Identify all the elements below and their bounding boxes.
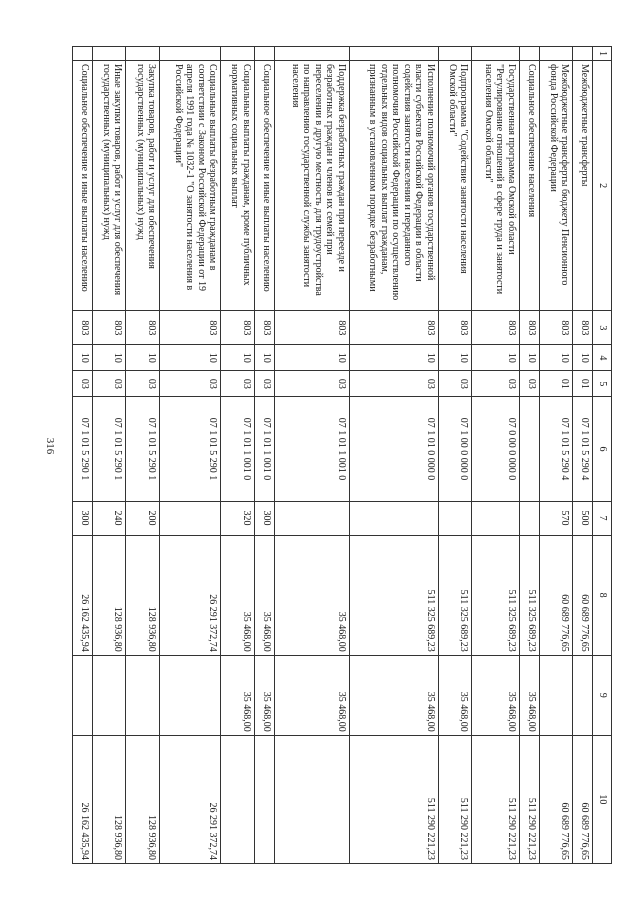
table-row [254,47,274,864]
cell-expense-type: 300 [73,501,93,535]
cell-subsection: 03 [221,371,255,397]
cell-name: Подпрограмма "Содействие занятости населения Омской области" [438,61,472,311]
cell-column-9-amount: 35 468,00 [438,655,472,735]
cell-subsection: 03 [92,371,126,397]
cell-empty [519,47,539,61]
table-row [472,47,519,864]
cell-expense-type: 570 [539,501,573,535]
cell-column-9-amount [539,655,573,735]
cell-name: Социальное обеспечение населения [519,61,539,311]
cell-section: 10 [160,345,221,371]
cell-column-10-amount [221,735,255,863]
column-header: 3 [593,311,612,345]
column-header: 10 [593,735,612,863]
cell-total-amount: 26 291 372,74 [160,535,221,655]
cell-admin-code: 803 [92,311,126,345]
cell-expense-type [160,501,221,535]
table-row [519,47,539,864]
table-row [221,47,255,864]
table-row [573,47,593,864]
cell-name: Социальное обеспечение и иные выплаты населению [254,61,274,311]
cell-target-article: 07 1 01 0 000 0 [349,397,438,501]
cell-target-article: 07 1 01 5 290 1 [160,397,221,501]
cell-admin-code: 803 [254,311,274,345]
cell-subsection: 03 [126,371,160,397]
cell-total-amount: 35 468,00 [254,535,274,655]
cell-name: Межбюджетные трансферты [573,61,593,311]
column-header: 4 [593,345,612,371]
cell-subsection: 03 [472,371,519,397]
cell-expense-type [519,501,539,535]
column-header-row [593,47,612,864]
cell-subsection: 01 [573,371,593,397]
cell-empty [539,47,573,61]
cell-column-10-amount: 128 936,80 [126,735,160,863]
rotated-table-container [72,46,612,864]
table-body [73,47,593,864]
cell-target-article [519,397,539,501]
cell-admin-code: 803 [126,311,160,345]
cell-name: Поддержка безработных граждан при переезде и безработных граждан и членов их семей при переселении в другую местность для трудоустройства по направлению государственной службы занятости населения [274,61,349,311]
cell-column-10-amount: 511 290 221,23 [438,735,472,863]
cell-empty [274,47,349,61]
cell-total-amount: 511 325 689,23 [438,535,472,655]
column-header: 5 [593,371,612,397]
cell-column-10-amount: 511 290 221,23 [349,735,438,863]
cell-section: 10 [539,345,573,371]
cell-empty [221,47,255,61]
cell-admin-code: 803 [539,311,573,345]
cell-expense-type: 240 [92,501,126,535]
cell-target-article: 07 0 00 0 000 0 [472,397,519,501]
cell-name: Государственная программа Омской области "Регулирование отношений в сфере труда и занятости населения Омской области" [472,61,519,311]
cell-empty [438,47,472,61]
cell-section: 10 [573,345,593,371]
cell-total-amount: 128 936,80 [92,535,126,655]
cell-column-9-amount: 35 468,00 [274,655,349,735]
cell-column-10-amount: 60 689 776,65 [573,735,593,863]
cell-subsection: 03 [519,371,539,397]
table-row [92,47,126,864]
cell-target-article: 07 1 01 5 290 4 [539,397,573,501]
cell-name: Межбюджетные трансферты бюджету Пенсионного фонда Российской Федерации [539,61,573,311]
cell-expense-type [472,501,519,535]
cell-section: 10 [438,345,472,371]
cell-subsection: 03 [73,371,93,397]
rotated-table-frame [72,46,612,864]
cell-column-10-amount: 26 291 372,74 [160,735,221,863]
budget-table [72,46,612,864]
cell-subsection: 03 [160,371,221,397]
cell-section: 10 [349,345,438,371]
cell-admin-code: 803 [221,311,255,345]
cell-name: Социальное обеспечение и иные выплаты населению [73,61,93,311]
cell-target-article: 07 1 01 5 290 1 [73,397,93,501]
cell-column-9-amount [573,655,593,735]
cell-section: 10 [221,345,255,371]
cell-admin-code: 803 [349,311,438,345]
cell-expense-type [438,501,472,535]
column-header: 9 [593,655,612,735]
cell-admin-code: 803 [519,311,539,345]
cell-column-9-amount: 35 468,00 [472,655,519,735]
cell-section: 10 [73,345,93,371]
cell-empty [254,47,274,61]
cell-expense-type: 320 [221,501,255,535]
cell-column-10-amount: 60 689 776,65 [539,735,573,863]
column-header: 7 [593,501,612,535]
cell-empty [349,47,438,61]
cell-total-amount: 128 936,80 [126,535,160,655]
cell-empty [160,47,221,61]
column-header: 8 [593,535,612,655]
cell-column-9-amount: 35 468,00 [221,655,255,735]
table-row [274,47,349,864]
cell-subsection: 03 [349,371,438,397]
cell-admin-code: 803 [472,311,519,345]
column-header: 6 [593,397,612,501]
cell-target-article: 07 1 01 1 001 0 [221,397,255,501]
cell-section: 10 [472,345,519,371]
cell-name: Социальные выплаты гражданам, кроме публичных нормативных социальных выплат [221,61,255,311]
table-row [73,47,93,864]
cell-expense-type [349,501,438,535]
table-row [438,47,472,864]
cell-column-10-amount [274,735,349,863]
cell-total-amount: 60 689 776,65 [539,535,573,655]
cell-target-article: 07 1 01 1 001 0 [274,397,349,501]
cell-empty [92,47,126,61]
cell-column-9-amount: 35 468,00 [349,655,438,735]
cell-empty [472,47,519,61]
cell-target-article: 07 1 01 1 001 0 [254,397,274,501]
cell-admin-code: 803 [274,311,349,345]
cell-expense-type: 300 [254,501,274,535]
cell-target-article: 07 1 01 5 290 1 [126,397,160,501]
cell-name: Иные закупки товаров, работ и услуг для обеспечения государственных (муниципальных) нужд [92,61,126,311]
table-row [349,47,438,864]
cell-column-9-amount: 35 468,00 [519,655,539,735]
cell-target-article: 07 1 01 5 290 1 [92,397,126,501]
cell-section: 10 [92,345,126,371]
cell-section: 10 [274,345,349,371]
cell-column-10-amount: 511 290 221,23 [519,735,539,863]
cell-total-amount: 511 325 689,23 [472,535,519,655]
cell-name: Социальные выплаты безработным гражданам в соответствии с Законом Российской Федерации от 19 апреля 1991 года № 1032-1 "О занятости населения в Российской Федерации" [160,61,221,311]
cell-expense-type: 200 [126,501,160,535]
cell-column-10-amount: 26 162 435,94 [73,735,93,863]
cell-total-amount: 511 325 689,23 [349,535,438,655]
cell-admin-code: 803 [438,311,472,345]
cell-section: 10 [126,345,160,371]
cell-expense-type: 500 [573,501,593,535]
cell-empty [73,47,93,61]
column-header: 2 [593,61,612,311]
cell-column-9-amount [92,655,126,735]
cell-admin-code: 803 [160,311,221,345]
cell-column-9-amount [160,655,221,735]
table-row [539,47,573,864]
cell-section: 10 [254,345,274,371]
cell-total-amount: 35 468,00 [221,535,255,655]
cell-column-10-amount: 511 290 221,23 [472,735,519,863]
cell-empty [573,47,593,61]
cell-subsection: 03 [438,371,472,397]
table-row [126,47,160,864]
cell-total-amount: 35 468,00 [274,535,349,655]
cell-admin-code: 803 [73,311,93,345]
cell-total-amount: 511 325 689,23 [519,535,539,655]
cell-section: 10 [519,345,539,371]
cell-total-amount: 60 689 776,65 [573,535,593,655]
cell-expense-type [274,501,349,535]
cell-admin-code: 803 [573,311,593,345]
cell-subsection: 03 [274,371,349,397]
page-number: 316 [44,437,56,455]
cell-column-9-amount [73,655,93,735]
cell-name: Закупка товаров, работ и услуг для обеспечения государственных (муниципальных) нужд [126,61,160,311]
cell-column-9-amount: 35 468,00 [254,655,274,735]
cell-empty [126,47,160,61]
cell-target-article: 07 1 00 0 000 0 [438,397,472,501]
cell-subsection: 03 [254,371,274,397]
cell-total-amount: 26 162 435,94 [73,535,93,655]
cell-subsection: 01 [539,371,573,397]
cell-column-10-amount [254,735,274,863]
cell-name: Исполнение полномочий органов государственной власти субъектов Российской Федерации в области содействия занятости населения и переданного полномочия Российской Федерации по осуществлению отдельных видов социальных выплат гражданам, признанным в установленном порядке безработными [349,61,438,311]
table-row [160,47,221,864]
column-header: 1 [593,47,612,61]
cell-column-10-amount: 128 936,80 [92,735,126,863]
cell-column-9-amount [126,655,160,735]
cell-target-article: 07 1 01 5 290 4 [573,397,593,501]
